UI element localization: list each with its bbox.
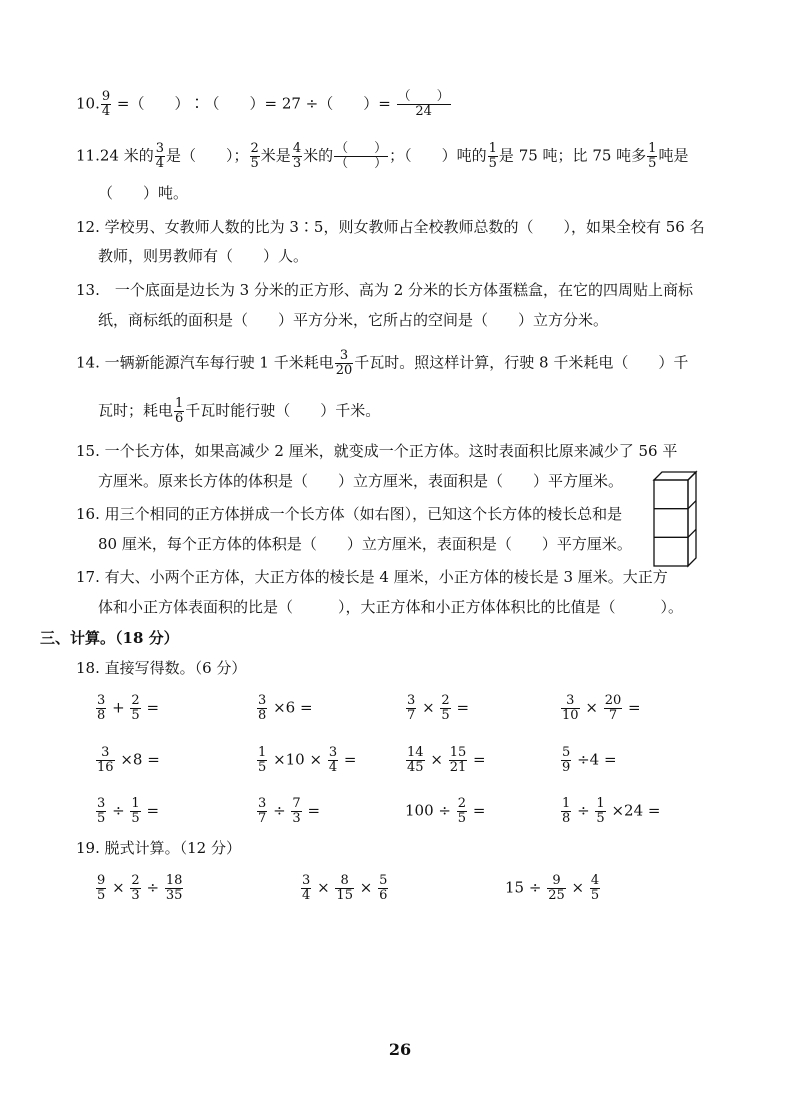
section-title-calculation: 三、计算。（18 分）	[40, 629, 179, 647]
calc-item: $\frac{3}{8}$ + $\frac{2}{5}$ =	[97, 693, 160, 723]
expression-3: 15 ÷ $\frac{9}{25}$ × $\frac{4}{5}$	[505, 873, 600, 903]
question-13-line2: 纸，商标纸的面积是（ ）平方分米，它所占的空间是（ ）立方分米。	[98, 311, 609, 329]
question-16-line2: 80 厘米，每个正方体的体积是（ ）立方厘米，表面积是（ ）平方厘米。	[98, 535, 632, 553]
calc-item: $\frac{1}{8}$ ÷ $\frac{1}{5}$ ×24 =	[562, 796, 661, 826]
question-12-line2: 教师，则男教师有（ ）人。	[98, 247, 309, 265]
stacked-cubes-figure	[652, 470, 700, 570]
calc-item: $\frac{3}{7}$ × $\frac{2}{5}$ =	[407, 693, 470, 723]
question-13: 13. 一个底面是边长为 3 分米的正方形、高为 2 分米的长方体蛋糕盒，在它的四周贴上商标	[76, 281, 694, 299]
question-14-line2: 瓦时；耗电 $\frac{1}{6}$ 千瓦时能行驶（ ）千米。	[98, 396, 381, 426]
calc-item: $\frac{5}{9}$ ÷4 =	[562, 745, 617, 775]
question-14: 14. 一辆新能源汽车每行驶 1 千米耗电 $\frac{3}{20}$ 千瓦时。照这样计算，行驶 8 千米耗电（ ）千	[76, 348, 689, 378]
expression-1: $\frac{9}{5}$ × $\frac{2}{3}$ ÷ $\frac{18}{35}$	[97, 873, 183, 903]
calc-item: $\frac{14}{45}$ × $\frac{15}{21}$ =	[407, 745, 486, 775]
expression-2: $\frac{3}{4}$ × $\frac{8}{15}$ × $\frac{5}{6}$	[302, 873, 388, 903]
question-15: 15. 一个长方体，如果高减少 2 厘米，就变成一个正方体。这时表面积比原来减少了 56 平	[76, 442, 678, 460]
question-11-line2: （ ）吨。	[98, 184, 189, 202]
calc-item: $\frac{1}{5}$ ×10 × $\frac{3}{4}$ =	[258, 745, 357, 775]
calc-item: $\frac{3}{5}$ ÷ $\frac{1}{5}$ =	[97, 796, 160, 826]
calc-item: $\frac{3}{16}$ ×8 =	[97, 745, 160, 775]
fraction: $\frac{( )}{24}$	[397, 89, 450, 119]
question-19-title: 19. 脱式计算。（12 分）	[76, 839, 241, 857]
question-17-line2: 体和小正方体表面积的比是（ ），大正方体和小正方体体积比的比值是（ ）。	[98, 598, 684, 616]
calc-item: $\frac{3}{8}$ ×6 =	[258, 693, 313, 723]
question-12: 12. 学校男、女教师人数的比为 3∶5，则女教师占全校教师总数的（ ），如果全校有 56 名	[76, 218, 705, 236]
calc-item: 100 ÷ $\frac{2}{5}$ =	[405, 796, 486, 826]
fraction: $\frac{9}{4}$	[101, 89, 111, 119]
page-number: 26	[388, 1040, 412, 1059]
calc-item: $\frac{3}{10}$ × $\frac{20}{7}$ =	[562, 693, 641, 723]
question-10: 10. $\frac{9}{4}$ =（ ）∶（ ）= 27 ÷（ ）= $\frac{( )}{24}$	[76, 89, 450, 119]
question-18-title: 18. 直接写得数。（6 分）	[76, 659, 247, 677]
question-16: 16. 用三个相同的正方体拼成一个长方体（如右图），已知这个长方体的棱长总和是	[76, 505, 623, 523]
question-15-line2: 方厘米。原来长方体的体积是（ ）立方厘米，表面积是（ ）平方厘米。	[98, 472, 624, 490]
calc-item: $\frac{3}{7}$ ÷ $\frac{7}{3}$ =	[258, 796, 321, 826]
question-17: 17. 有大、小两个正方体，大正方体的棱长是 4 厘米，小正方体的棱长是 3 厘米。大正方	[76, 568, 668, 586]
question-11: 11.24 米的 $\frac{3}{4}$ 是（ ）； $\frac{2}{5}$ 米是 $\frac{4}{3}$ 米的 $\frac{( )}{( )}$ ；（ ）吨的 $\frac{1}{5}$ 是 75 吨；比 75 吨多 $\frac{1}{5}$ 吨是	[76, 141, 689, 171]
